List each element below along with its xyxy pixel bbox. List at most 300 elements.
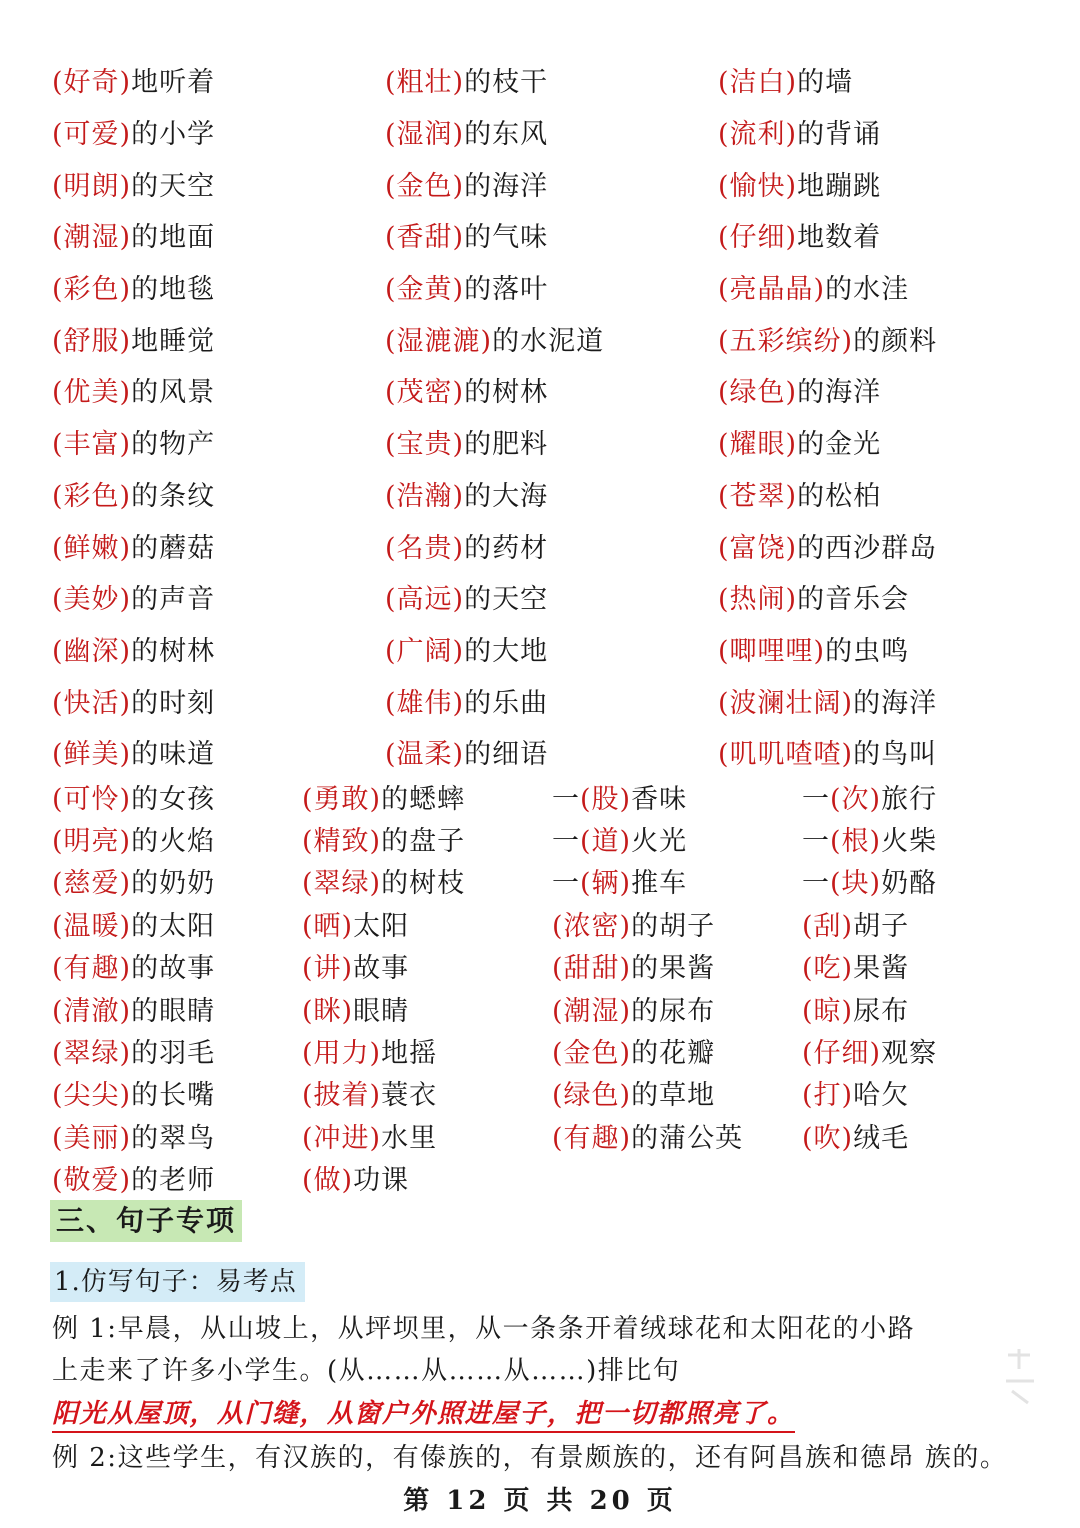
phrase-suffix: 地睡觉 — [131, 325, 216, 357]
phrase-cell — [52, 422, 385, 461]
answer-word: 优美 — [63, 377, 120, 409]
phrase-answer: (茂密) — [385, 377, 465, 409]
phrase-row — [52, 817, 1052, 859]
phrase-answer: (翠绿) — [302, 868, 382, 900]
phrase-cell — [52, 164, 385, 203]
phrase-row — [52, 571, 1052, 623]
phrase-suffix: 的松柏 — [797, 480, 882, 512]
phrase-cell — [802, 819, 1052, 858]
phrase-suffix: 的东风 — [464, 119, 549, 151]
phrase-suffix: 的大地 — [464, 635, 549, 667]
phrase-row — [52, 364, 1052, 416]
phrase-row — [52, 312, 1052, 364]
answer-word: 块 — [841, 868, 870, 900]
phrase-suffix: 的蘑菇 — [131, 532, 216, 564]
phrase-cell — [385, 422, 718, 461]
phrase-suffix: 胡子 — [853, 910, 910, 942]
phrase-answer: (热闹) — [718, 584, 798, 616]
answer-word: 翠绿 — [313, 868, 370, 900]
phrase-answer: (优美) — [52, 377, 132, 409]
answer-word: 美丽 — [63, 1122, 120, 1154]
phrase-answer: (清澈) — [52, 995, 132, 1027]
answer-word: 精致 — [313, 826, 370, 858]
answer-word: 尖尖 — [63, 1080, 120, 1112]
phrase-suffix: 的声音 — [131, 584, 216, 616]
phrase-cell — [52, 215, 385, 254]
phrase-answer: (次) — [830, 783, 882, 815]
phrase-suffix: 果酱 — [853, 953, 910, 985]
answer-word: 清澈 — [63, 995, 120, 1027]
phrase-answer: (金色) — [385, 170, 465, 202]
phrase-cell — [385, 474, 718, 513]
phrase-answer: (温柔) — [385, 739, 465, 771]
phrase-cell — [52, 1158, 302, 1197]
phrase-answer: (彩色) — [52, 480, 132, 512]
answer-word: 唧哩哩 — [729, 635, 814, 667]
phrase-cell — [52, 777, 302, 816]
phrase-suffix: 的故事 — [131, 953, 216, 985]
phrase-suffix: 的条纹 — [131, 480, 216, 512]
phrase-suffix: 的蒲公英 — [631, 1122, 744, 1154]
phrase-answer: (湿漉漉) — [385, 325, 493, 357]
phrase-row — [52, 416, 1052, 468]
phrase-answer: (亮晶晶) — [718, 274, 826, 306]
phrase-answer: (冲进) — [302, 1122, 382, 1154]
phrase-row — [52, 1029, 1052, 1071]
phrase-suffix: 的音乐会 — [797, 584, 910, 616]
phrase-answer: (仔细) — [802, 1038, 882, 1070]
phrase-answer: (潮湿) — [552, 995, 632, 1027]
phrase-answer: (有趣) — [52, 953, 132, 985]
answer-word: 富饶 — [729, 532, 786, 564]
answer-word: 翠绿 — [63, 1038, 120, 1070]
phrase-answer: (晾) — [802, 995, 854, 1027]
answer-word: 仔细 — [813, 1038, 870, 1070]
phrase-suffix: 的细语 — [464, 739, 549, 771]
phrase-suffix: 地蹦跳 — [797, 170, 882, 202]
phrase-cell — [718, 60, 1052, 99]
answer-word: 冲进 — [313, 1122, 370, 1154]
phrase-suffix: 的水泥道 — [492, 325, 605, 357]
phrase-cell — [552, 904, 802, 943]
answer-word: 彩色 — [63, 274, 120, 306]
phrase-cell — [385, 732, 718, 771]
phrase-answer: (洁白) — [718, 67, 798, 99]
phrase-suffix: 的小学 — [131, 119, 216, 151]
phrase-cell — [385, 267, 718, 306]
answer-word: 浩瀚 — [396, 480, 453, 512]
phrase-suffix: 绒毛 — [853, 1122, 910, 1154]
answer-word: 洁白 — [729, 67, 786, 99]
phrase-answer: (尖尖) — [52, 1080, 132, 1112]
phrase-cell — [302, 777, 552, 816]
phrase-cell — [718, 422, 1052, 461]
phrase-suffix: 眼睛 — [353, 995, 410, 1027]
phrase-cell — [385, 629, 718, 668]
phrase-suffix: 尿布 — [853, 995, 910, 1027]
phrase-suffix: 的海洋 — [797, 377, 882, 409]
phrase-answer: (粗壮) — [385, 67, 465, 99]
phrase-answer: (有趣) — [552, 1122, 632, 1154]
phrase-answer: (潮湿) — [52, 222, 132, 254]
answer-word: 绿色 — [729, 377, 786, 409]
answer-word: 有趣 — [563, 1122, 620, 1154]
phrase-answer: (丰富) — [52, 429, 132, 461]
phrase-cell — [52, 681, 385, 720]
phrase-answer: (辆) — [580, 868, 632, 900]
phrase-answer: (高远) — [385, 584, 465, 616]
answer-word: 五彩缤纷 — [729, 325, 842, 357]
answer-word: 金色 — [396, 170, 453, 202]
answer-word: 晒 — [313, 910, 342, 942]
phrase-prefix: 一 — [552, 783, 580, 815]
phrase-suffix: 的天空 — [464, 584, 549, 616]
phrase-suffix: 的树林 — [464, 377, 549, 409]
phrase-suffix: 的鸟叫 — [853, 739, 938, 771]
phrase-cell — [385, 526, 718, 565]
phrase-suffix: 功课 — [353, 1165, 410, 1197]
answer-word: 快活 — [63, 687, 120, 719]
phrase-answer: (绿色) — [552, 1080, 632, 1112]
phrase-cell — [718, 215, 1052, 254]
phrase-suffix: 的地毯 — [131, 274, 216, 306]
phrase-answer: (波澜壮阔) — [718, 687, 854, 719]
phrase-cell — [302, 989, 552, 1028]
phrase-suffix: 地数着 — [797, 222, 882, 254]
phrase-suffix: 的树枝 — [381, 868, 466, 900]
phrase-suffix: 的虫鸣 — [825, 635, 910, 667]
answer-word: 金色 — [563, 1038, 620, 1070]
phrase-answer: (美妙) — [52, 584, 132, 616]
phrase-answer: (精致) — [302, 826, 382, 858]
phrase-answer: (吹) — [802, 1122, 854, 1154]
phrase-answer: (明朗) — [52, 170, 132, 202]
answer-word: 股 — [591, 783, 620, 815]
phrase-suffix: 的海洋 — [464, 170, 549, 202]
answer-word: 慈爱 — [63, 868, 120, 900]
phrase-row — [52, 945, 1052, 987]
answer-word: 晾 — [813, 995, 842, 1027]
phrase-suffix: 哈欠 — [853, 1080, 910, 1112]
phrase-suffix: 水里 — [381, 1122, 438, 1154]
phrase-cell — [718, 526, 1052, 565]
phrase-suffix: 旅行 — [881, 783, 938, 815]
phrase-cell — [385, 681, 718, 720]
phrase-suffix: 的盘子 — [381, 826, 466, 858]
phrase-cell — [302, 819, 552, 858]
answer-word: 彩色 — [63, 480, 120, 512]
phrase-cell — [52, 904, 302, 943]
answer-word: 眯 — [313, 995, 342, 1027]
phrase-answer: (叽叽喳喳) — [718, 739, 854, 771]
phrase-row — [52, 1072, 1052, 1114]
phrase-cell — [802, 989, 1052, 1028]
phrase-answer: (做) — [302, 1165, 354, 1197]
example-1-line-2: 上走来了许多小学生。(从……从……从……)排比句 — [52, 1356, 681, 1386]
phrase-cell — [552, 1031, 802, 1070]
phrase-cell — [52, 319, 385, 358]
phrase-row — [52, 623, 1052, 675]
answer-word: 波澜壮阔 — [729, 687, 842, 719]
answer-word: 雄伟 — [396, 687, 453, 719]
phrase-suffix: 奶酪 — [881, 868, 938, 900]
phrase-suffix: 观察 — [881, 1038, 938, 1070]
answer-word: 幽深 — [63, 635, 120, 667]
phrase-answer: (鲜美) — [52, 739, 132, 771]
phrase-answer: (唧哩哩) — [718, 635, 826, 667]
answer-word: 美妙 — [63, 584, 120, 616]
phrase-row — [52, 209, 1052, 261]
phrase-cell — [52, 946, 302, 985]
example-1-answer: 阳光从屋顶，从门缝，从窗户外照进屋子，把一切都照亮了。 — [52, 1393, 795, 1433]
answer-word: 好奇 — [63, 67, 120, 99]
phrase-answer: (道) — [580, 826, 632, 858]
phrase-suffix: 的颜料 — [853, 325, 938, 357]
phrase-suffix: 地摇 — [381, 1038, 438, 1070]
phrase-answer: (广阔) — [385, 635, 465, 667]
answer-word: 潮湿 — [563, 995, 620, 1027]
phrase-answer: (愉快) — [718, 170, 798, 202]
phrase-cell — [385, 60, 718, 99]
phrase-answer: (苍翠) — [718, 480, 798, 512]
phrase-suffix: 的乐曲 — [464, 687, 549, 719]
phrase-answer: (彩色) — [52, 274, 132, 306]
phrase-row — [52, 468, 1052, 520]
phrase-answer: (绿色) — [718, 377, 798, 409]
phrase-cell — [52, 577, 385, 616]
phrase-cell — [52, 112, 385, 151]
phrase-cell — [802, 861, 1052, 900]
phrase-cell — [718, 319, 1052, 358]
phrase-answer: (披着) — [302, 1080, 382, 1112]
phrase-suffix: 火光 — [631, 826, 688, 858]
phrase-suffix: 地听着 — [131, 67, 216, 99]
answer-word: 苍翠 — [729, 480, 786, 512]
answer-word: 名贵 — [396, 532, 453, 564]
phrase-cell — [52, 732, 385, 771]
phrase-suffix: 太阳 — [353, 910, 410, 942]
phrase-row — [52, 157, 1052, 209]
answer-word: 温柔 — [396, 739, 453, 771]
phrase-prefix: 一 — [802, 826, 830, 858]
phrase-suffix: 的眼睛 — [131, 995, 216, 1027]
answer-word: 耀眼 — [729, 429, 786, 461]
phrase-row — [52, 519, 1052, 571]
phrase-answer: (明亮) — [52, 826, 132, 858]
phrase-answer: (快活) — [52, 687, 132, 719]
phrase-suffix: 的羽毛 — [131, 1038, 216, 1070]
phrase-cell — [802, 777, 1052, 816]
phrase-cell — [52, 1031, 302, 1070]
phrase-suffix: 的金光 — [797, 429, 882, 461]
phrase-answer: (用力) — [302, 1038, 382, 1070]
answer-word: 次 — [841, 783, 870, 815]
answer-word: 丰富 — [63, 429, 120, 461]
phrase-answer: (鲜嫩) — [52, 532, 132, 564]
phrase-cell — [718, 267, 1052, 306]
phrase-cell — [52, 526, 385, 565]
phrase-prefix: 一 — [552, 868, 580, 900]
answer-word: 浓密 — [563, 910, 620, 942]
phrase-cell — [552, 1073, 802, 1112]
phrase-cell — [385, 112, 718, 151]
phrase-prefix: 一 — [552, 826, 580, 858]
phrase-suffix: 火柴 — [881, 826, 938, 858]
phrase-cell — [52, 629, 385, 668]
phrase-answer: (宝贵) — [385, 429, 465, 461]
phrase-row — [52, 902, 1052, 944]
phrase-suffix: 的大海 — [464, 480, 549, 512]
answer-word: 热闹 — [729, 584, 786, 616]
answer-word: 亮晶晶 — [729, 274, 814, 306]
answer-word: 宝贵 — [396, 429, 453, 461]
answer-word: 鲜美 — [63, 739, 120, 771]
phrase-answer: (湿润) — [385, 119, 465, 151]
answer-word: 有趣 — [63, 953, 120, 985]
phrase-suffix: 香味 — [631, 783, 688, 815]
phrase-cell — [385, 319, 718, 358]
phrase-cell — [552, 989, 802, 1028]
phrase-cell — [552, 861, 802, 900]
phrase-cell — [802, 1073, 1052, 1112]
phrase-suffix: 的草地 — [631, 1080, 716, 1112]
phrase-cell — [52, 989, 302, 1028]
phrase-suffix: 的肥料 — [464, 429, 549, 461]
phrase-cell — [552, 819, 802, 858]
phrase-cell — [718, 732, 1052, 771]
answer-word: 香甜 — [396, 222, 453, 254]
answer-word: 高远 — [396, 584, 453, 616]
phrase-row — [52, 54, 1052, 106]
phrase-answer: (眯) — [302, 995, 354, 1027]
phrase-cell — [718, 681, 1052, 720]
answer-word: 用力 — [313, 1038, 370, 1070]
answer-word: 温暖 — [63, 910, 120, 942]
phrase-cell — [385, 577, 718, 616]
phrase-answer: (名贵) — [385, 532, 465, 564]
phrase-suffix: 的果酱 — [631, 953, 716, 985]
phrase-answer: (讲) — [302, 953, 354, 985]
phrase-suffix: 蓑衣 — [381, 1080, 438, 1112]
phrase-answer: (好奇) — [52, 67, 132, 99]
answer-word: 流利 — [729, 119, 786, 151]
phrase-answer: (晒) — [302, 910, 354, 942]
section-title: 三、句子专项 — [50, 1200, 242, 1242]
phrase-row — [52, 106, 1052, 158]
phrase-suffix: 的太阳 — [131, 910, 216, 942]
answer-word: 勇敢 — [313, 783, 370, 815]
phrase-answer: (打) — [802, 1080, 854, 1112]
phrase-cell — [718, 629, 1052, 668]
phrase-answer: (浩瀚) — [385, 480, 465, 512]
phrase-suffix: 的味道 — [131, 739, 216, 771]
answer-word: 可怜 — [63, 783, 120, 815]
phrase-answer: (刮) — [802, 910, 854, 942]
phrase-answer: (敬爱) — [52, 1165, 132, 1197]
phrase-suffix: 的水洼 — [825, 274, 910, 306]
answer-word: 广阔 — [396, 635, 453, 667]
answer-word: 辆 — [591, 868, 620, 900]
phrase-answer: (可怜) — [52, 783, 132, 815]
answer-word: 做 — [313, 1165, 342, 1197]
phrase-answer: (翠绿) — [52, 1038, 132, 1070]
subsection-title: 1.仿写句子：易考点 — [50, 1262, 305, 1302]
phrase-cell — [385, 215, 718, 254]
answer-word: 湿润 — [396, 119, 453, 151]
phrase-cell — [802, 1116, 1052, 1155]
answer-word: 叽叽喳喳 — [729, 739, 842, 771]
answer-word: 茂密 — [396, 377, 453, 409]
phrase-answer: (金色) — [552, 1038, 632, 1070]
phrase-cell — [552, 1116, 802, 1155]
phrase-cell — [552, 777, 802, 816]
page-footer: 第 12 页 共 20 页 — [403, 1486, 677, 1516]
phrase-row — [52, 1157, 1052, 1199]
phrase-suffix: 的落叶 — [464, 274, 549, 306]
phrase-suffix: 的花瓣 — [631, 1038, 716, 1070]
answer-word: 粗壮 — [396, 67, 453, 99]
phrase-prefix: 一 — [802, 868, 830, 900]
phrase-suffix: 的药材 — [464, 532, 549, 564]
example-2-line-1: 例 2:这些学生，有汉族的，有傣族的，有景颇族的，还有阿昌族和德昂 族的。 — [52, 1443, 1008, 1473]
phrase-answer: (温暖) — [52, 910, 132, 942]
phrase-cell — [302, 1158, 552, 1197]
phrase-suffix: 的翠鸟 — [131, 1122, 216, 1154]
answer-word: 打 — [813, 1080, 842, 1112]
phrase-row — [52, 987, 1052, 1029]
phrase-grid-three-column — [52, 54, 1052, 778]
phrase-cell — [718, 577, 1052, 616]
answer-word: 可爱 — [63, 119, 120, 151]
answer-word: 明亮 — [63, 826, 120, 858]
answer-word: 吹 — [813, 1122, 842, 1154]
phrase-suffix: 的海洋 — [853, 687, 938, 719]
phrase-cell — [718, 164, 1052, 203]
phrase-cell — [52, 474, 385, 513]
answer-word: 潮湿 — [63, 222, 120, 254]
phrase-answer: (幽深) — [52, 635, 132, 667]
phrase-answer: (仔细) — [718, 222, 798, 254]
phrase-row — [52, 261, 1052, 313]
phrase-suffix: 的地面 — [131, 222, 216, 254]
phrase-answer: (富饶) — [718, 532, 798, 564]
phrase-cell — [302, 1073, 552, 1112]
phrase-grid-four-column — [52, 775, 1052, 1199]
phrase-suffix: 的时刻 — [131, 687, 216, 719]
answer-word: 湿漉漉 — [396, 325, 481, 357]
phrase-cell — [302, 861, 552, 900]
phrase-answer: (金黄) — [385, 274, 465, 306]
answer-word: 道 — [591, 826, 620, 858]
phrase-row — [52, 775, 1052, 817]
phrase-answer: (勇敢) — [302, 783, 382, 815]
answer-word: 敬爱 — [63, 1165, 120, 1197]
answer-word: 根 — [841, 826, 870, 858]
phrase-suffix: 的树林 — [131, 635, 216, 667]
phrase-answer: (舒服) — [52, 325, 132, 357]
phrase-suffix: 的奶奶 — [131, 868, 216, 900]
answer-word: 绿色 — [563, 1080, 620, 1112]
phrase-answer: (可爱) — [52, 119, 132, 151]
phrase-suffix: 的长嘴 — [131, 1080, 216, 1112]
phrase-suffix: 的蟋蟀 — [381, 783, 466, 815]
phrase-cell — [385, 164, 718, 203]
answer-word: 金黄 — [396, 274, 453, 306]
answer-word: 愉快 — [729, 170, 786, 202]
answer-word: 吃 — [813, 953, 842, 985]
phrase-cell — [52, 60, 385, 99]
answer-word: 甜甜 — [563, 953, 620, 985]
